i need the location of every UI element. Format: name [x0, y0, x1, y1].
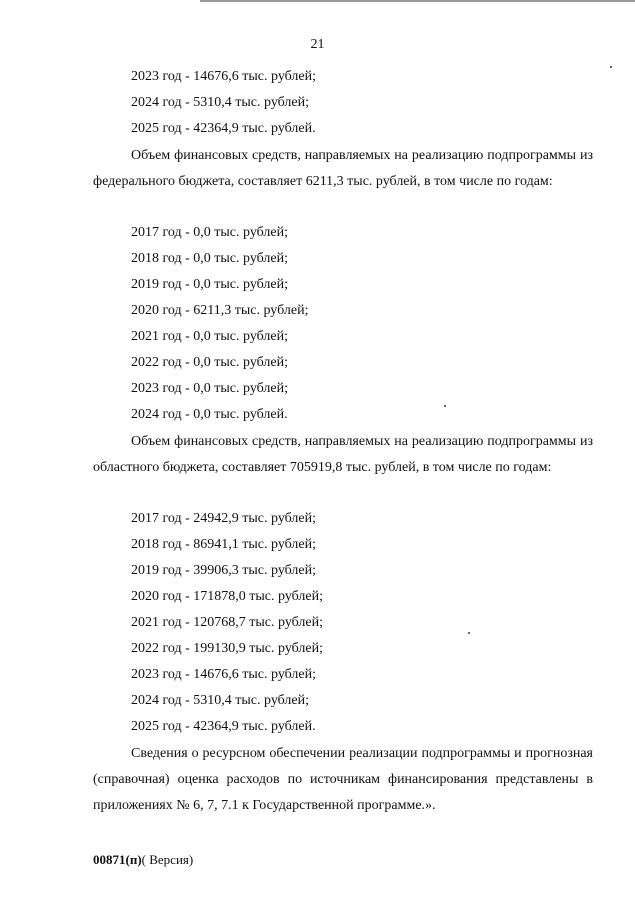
- year-line: 2020 год - 171878,0 тыс. рублей;: [131, 589, 324, 604]
- paragraph-info: Сведения о ресурсном обеспечении реализации подпрограммы и прогнозная (справочная) оценка расходов по источникам финансирования представлены в приложениях № 6, 7, 7.1 к Государственной программе.».: [93, 746, 593, 813]
- year-line: 2024 год - 0,0 тыс. рублей.: [131, 407, 288, 422]
- year-line: 2018 год - 0,0 тыс. рублей;: [131, 251, 289, 266]
- year-line: 2025 год - 42364,9 тыс. рублей.: [131, 719, 316, 734]
- scan-speck: [468, 632, 470, 634]
- page-number: 21: [310, 37, 325, 52]
- year-line: 2025 год - 42364,9 тыс. рублей.: [131, 121, 316, 136]
- year-line: 2018 год - 86941,1 тыс. рублей;: [131, 537, 317, 552]
- year-line: 2021 год - 0,0 тыс. рублей;: [131, 329, 289, 344]
- paragraph-federal: Объем финансовых средств, направляемых на реализацию подпрограммы из федерального бюджета, составляет 6211,3 тыс. рублей, в том числе по годам:: [93, 148, 593, 189]
- document-footer: [93, 852, 193, 868]
- footer-version: ( Версия): [141, 852, 194, 867]
- year-line: 2017 год - 0,0 тыс. рублей;: [131, 225, 289, 240]
- year-line: 2019 год - 39906,3 тыс. рублей;: [131, 563, 317, 578]
- year-line: 2024 год - 5310,4 тыс. рублей;: [131, 95, 310, 110]
- year-line: 2017 год - 24942,9 тыс. рублей;: [131, 511, 317, 526]
- top-border-line: [200, 0, 635, 2]
- year-line: 2023 год - 0,0 тыс. рублей;: [131, 381, 289, 396]
- year-line: 2021 год - 120768,7 тыс. рублей;: [131, 615, 324, 630]
- paragraph-regional: Объем финансовых средств, направляемых на реализацию подпрограммы из областного бюджета, составляет 705919,8 тыс. рублей, в том числе по годам:: [93, 434, 593, 475]
- footer-code: 00871(п): [93, 852, 142, 867]
- year-line: 2020 год - 6211,3 тыс. рублей;: [131, 303, 309, 318]
- year-line: 2022 год - 199130,9 тыс. рублей;: [131, 641, 324, 656]
- year-line: 2019 год - 0,0 тыс. рублей;: [131, 277, 289, 292]
- scan-speck: [444, 405, 446, 407]
- year-line: 2023 год - 14676,6 тыс. рублей;: [131, 69, 317, 84]
- scan-speck: [610, 66, 612, 68]
- year-line: 2022 год - 0,0 тыс. рублей;: [131, 355, 289, 370]
- year-line: 2023 год - 14676,6 тыс. рублей;: [131, 667, 317, 682]
- year-line: 2024 год - 5310,4 тыс. рублей;: [131, 693, 310, 708]
